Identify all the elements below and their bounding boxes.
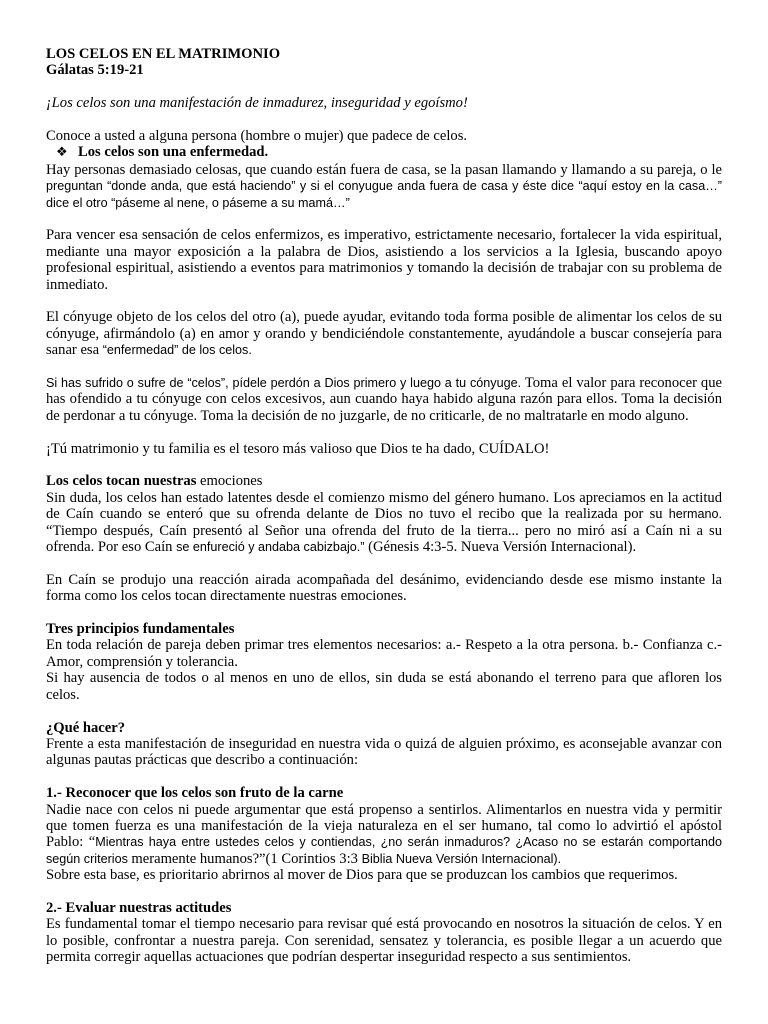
paragraph-forgiveness <box>46 375 722 424</box>
spacer <box>46 112 722 128</box>
paragraph-spouse-help <box>46 309 722 358</box>
forgiveness-text-a: Si has sufrido o sufre de “celos”, pídele perdón a Dios primero y luego a tu cónyuge. <box>46 376 522 391</box>
bible-reference: Gálatas 5:19-21 <box>46 62 144 79</box>
cain-text-c: “Tiempo después, Caín presentó al Señor una ofrenda del fruto de la tierra... pero no miró así a Caín ni a su ofrenda. Por eso Caín <box>46 522 722 556</box>
section-emotions-heading <box>46 473 722 489</box>
tagline: ¡Los celos son una manifestación de inmadurez, inseguridad y egoísmo! <box>46 95 468 112</box>
section-point-2-title: 2.- Evaluar nuestras actitudes <box>46 899 232 916</box>
paragraph-cain <box>46 490 722 556</box>
document-page <box>46 46 722 966</box>
section-emotions-title-rest: emociones <box>196 473 263 490</box>
intro-text-a: Hay personas demasiado celosas, que cuando están fuera de casa, se la pasan llamando y llamando a su pareja, o le <box>46 161 722 178</box>
cain-text-a: Sin duda, los celos han estado latentes desde el comienzo mismo del género humano. Los apreciamos en la actitud de Caín cuando se enteró que su ofrenda delante de Dios no tuvo el recibo que la realizada por su <box>46 489 722 523</box>
intro-question: Conoce a usted a alguna persona (hombre o mujer) que padece de celos. <box>46 128 468 144</box>
paragraph-what-to-do: Frente a esta manifestación de inseguridad en nuestra vida o quizá de alguien próximo, es aconsejable avanzar con algunas pautas prácticas que describo a continuación: <box>46 735 722 769</box>
spacer <box>46 884 722 900</box>
spacer <box>46 457 722 473</box>
spacer <box>46 79 722 95</box>
spouse-help-text-b: “enfermedad” de los celos. <box>102 343 252 358</box>
spacer <box>46 424 722 440</box>
bullet-title: Los celos son una enfermedad. <box>78 144 269 161</box>
spacer <box>46 769 722 785</box>
diamond-bullet-icon: ❖ <box>56 145 68 161</box>
paragraph-principles: En toda relación de pareja deben primar tres elementos necesarios: a.- Respeto a la otra persona. b.- Confianza c.- Amor, comprensión y tolerancia. <box>46 637 722 670</box>
cain-text-e: (Génesis 4:3-5. Nueva Versión Internacional). <box>364 539 637 556</box>
document-title: LOS CELOS EN EL MATRIMONIO <box>46 46 281 62</box>
paragraph-spiritual-life: Para vencer esa sensación de celos enfermizos, es imperativo, estrictamente necesario, fortalecer la vida espiritual, mediante una mayor exposición a la palabra de Dios, asistiendo a los servicios a la Iglesia, buscando apoyo profesional espiritual, asistiendo a eventos para matrimonios y tomando la decisión de trabajar con su problema de inmediato. <box>46 227 722 293</box>
paragraph-point-1-basis: Sobre esta base, es prioritario abrirnos al mover de Dios para que se produzcan los cambios que requerimos. <box>46 867 678 884</box>
spacer <box>46 359 722 375</box>
cain-text-d: se enfureció y andaba cabizbajo.” <box>176 540 365 555</box>
bullet-heading <box>46 144 722 161</box>
cain-text-b: hermano. <box>668 507 722 522</box>
section-principles-title: Tres principios fundamentales <box>46 621 235 638</box>
point-1-text-a: Nadie nace con celos ni puede argumentar que está propenso a sentirlos. Alimentarlos en nuestra vida y permitir que tomen fuerza es una manifestación de la vieja naturaleza en el ser humano, tal como lo advirtió el apóstol Pablo: “ <box>46 801 722 851</box>
spacer <box>46 293 722 309</box>
spacer <box>46 605 722 621</box>
paragraph-principles-absence: Si hay ausencia de todos o al menos en uno de ellos, sin duda se está abonando el terreno para que afloren los celos. <box>46 670 722 703</box>
point-1-text-b: Mientras haya entre ustedes celos y contiendas, ¿no serán inmaduros? ¿Acaso no se estarán comportando según criterios <box>46 835 722 866</box>
section-emotions-title-bold: Los celos tocan nuestras <box>46 473 197 490</box>
spacer <box>46 555 722 571</box>
paragraph-cain-reaction: En Caín se produjo una reacción airada acompañada del desánimo, evidenciando desde ese mismo instante la forma como los celos tocan directamente nuestras emociones. <box>46 571 722 605</box>
intro-paragraph <box>46 162 722 211</box>
spacer <box>46 703 722 719</box>
point-1-text-c: meramente humanos?”(1 Corintios 3:3 <box>131 850 362 867</box>
paragraph-point-1 <box>46 802 722 868</box>
section-point-1-title: 1.- Reconocer que los celos son fruto de la carne <box>46 785 344 802</box>
point-1-text-d: Biblia Nueva Versión Internacional). <box>361 851 562 866</box>
spacer <box>46 211 722 227</box>
spouse-help-text-a: El cónyuge objeto de los celos del otro (a), puede ayudar, evitando toda forma posible de alimentar los celos de su cónyuge, afirmándolo (a) en amor y orando y bendiciéndole constantemente, ayudándole a buscar consejería para sanar esa <box>46 309 722 359</box>
intro-text-b: preguntan “donde anda, que está haciendo” y si el conyugue anda fuera de casa y éste dice “aquí estoy en la casa…” dice el otro “páseme al nene, o páseme a su mamá…” <box>46 179 722 210</box>
paragraph-treasure: ¡Tú matrimonio y tu familia es el tesoro más valioso que Dios te ha dado, CUÍDALO! <box>46 440 550 457</box>
paragraph-point-2: Es fundamental tomar el tiempo necesario para revisar qué está provocando en nosotros la situación de celos. Y en lo posible, confrontar a nuestra pareja. Con serenidad, sensatez y tolerancia, es posible llegar a un acuerdo que permita corregir aquellas actuaciones que podrían despertar inseguridad respecto a sus sentimientos. <box>46 916 722 966</box>
section-what-to-do-title: ¿Qué hacer? <box>46 719 126 736</box>
forgiveness-text-b: Toma el valor para reconocer que has ofendido a tu cónyuge con celos excesivos, aun cuando haya habido alguna razón para ellos. Toma la decisión de perdonar a tu cónyuge. Toma la decisión de no juzgarle, de no criticarle, de no maltratarle en modo alguno. <box>46 375 722 424</box>
